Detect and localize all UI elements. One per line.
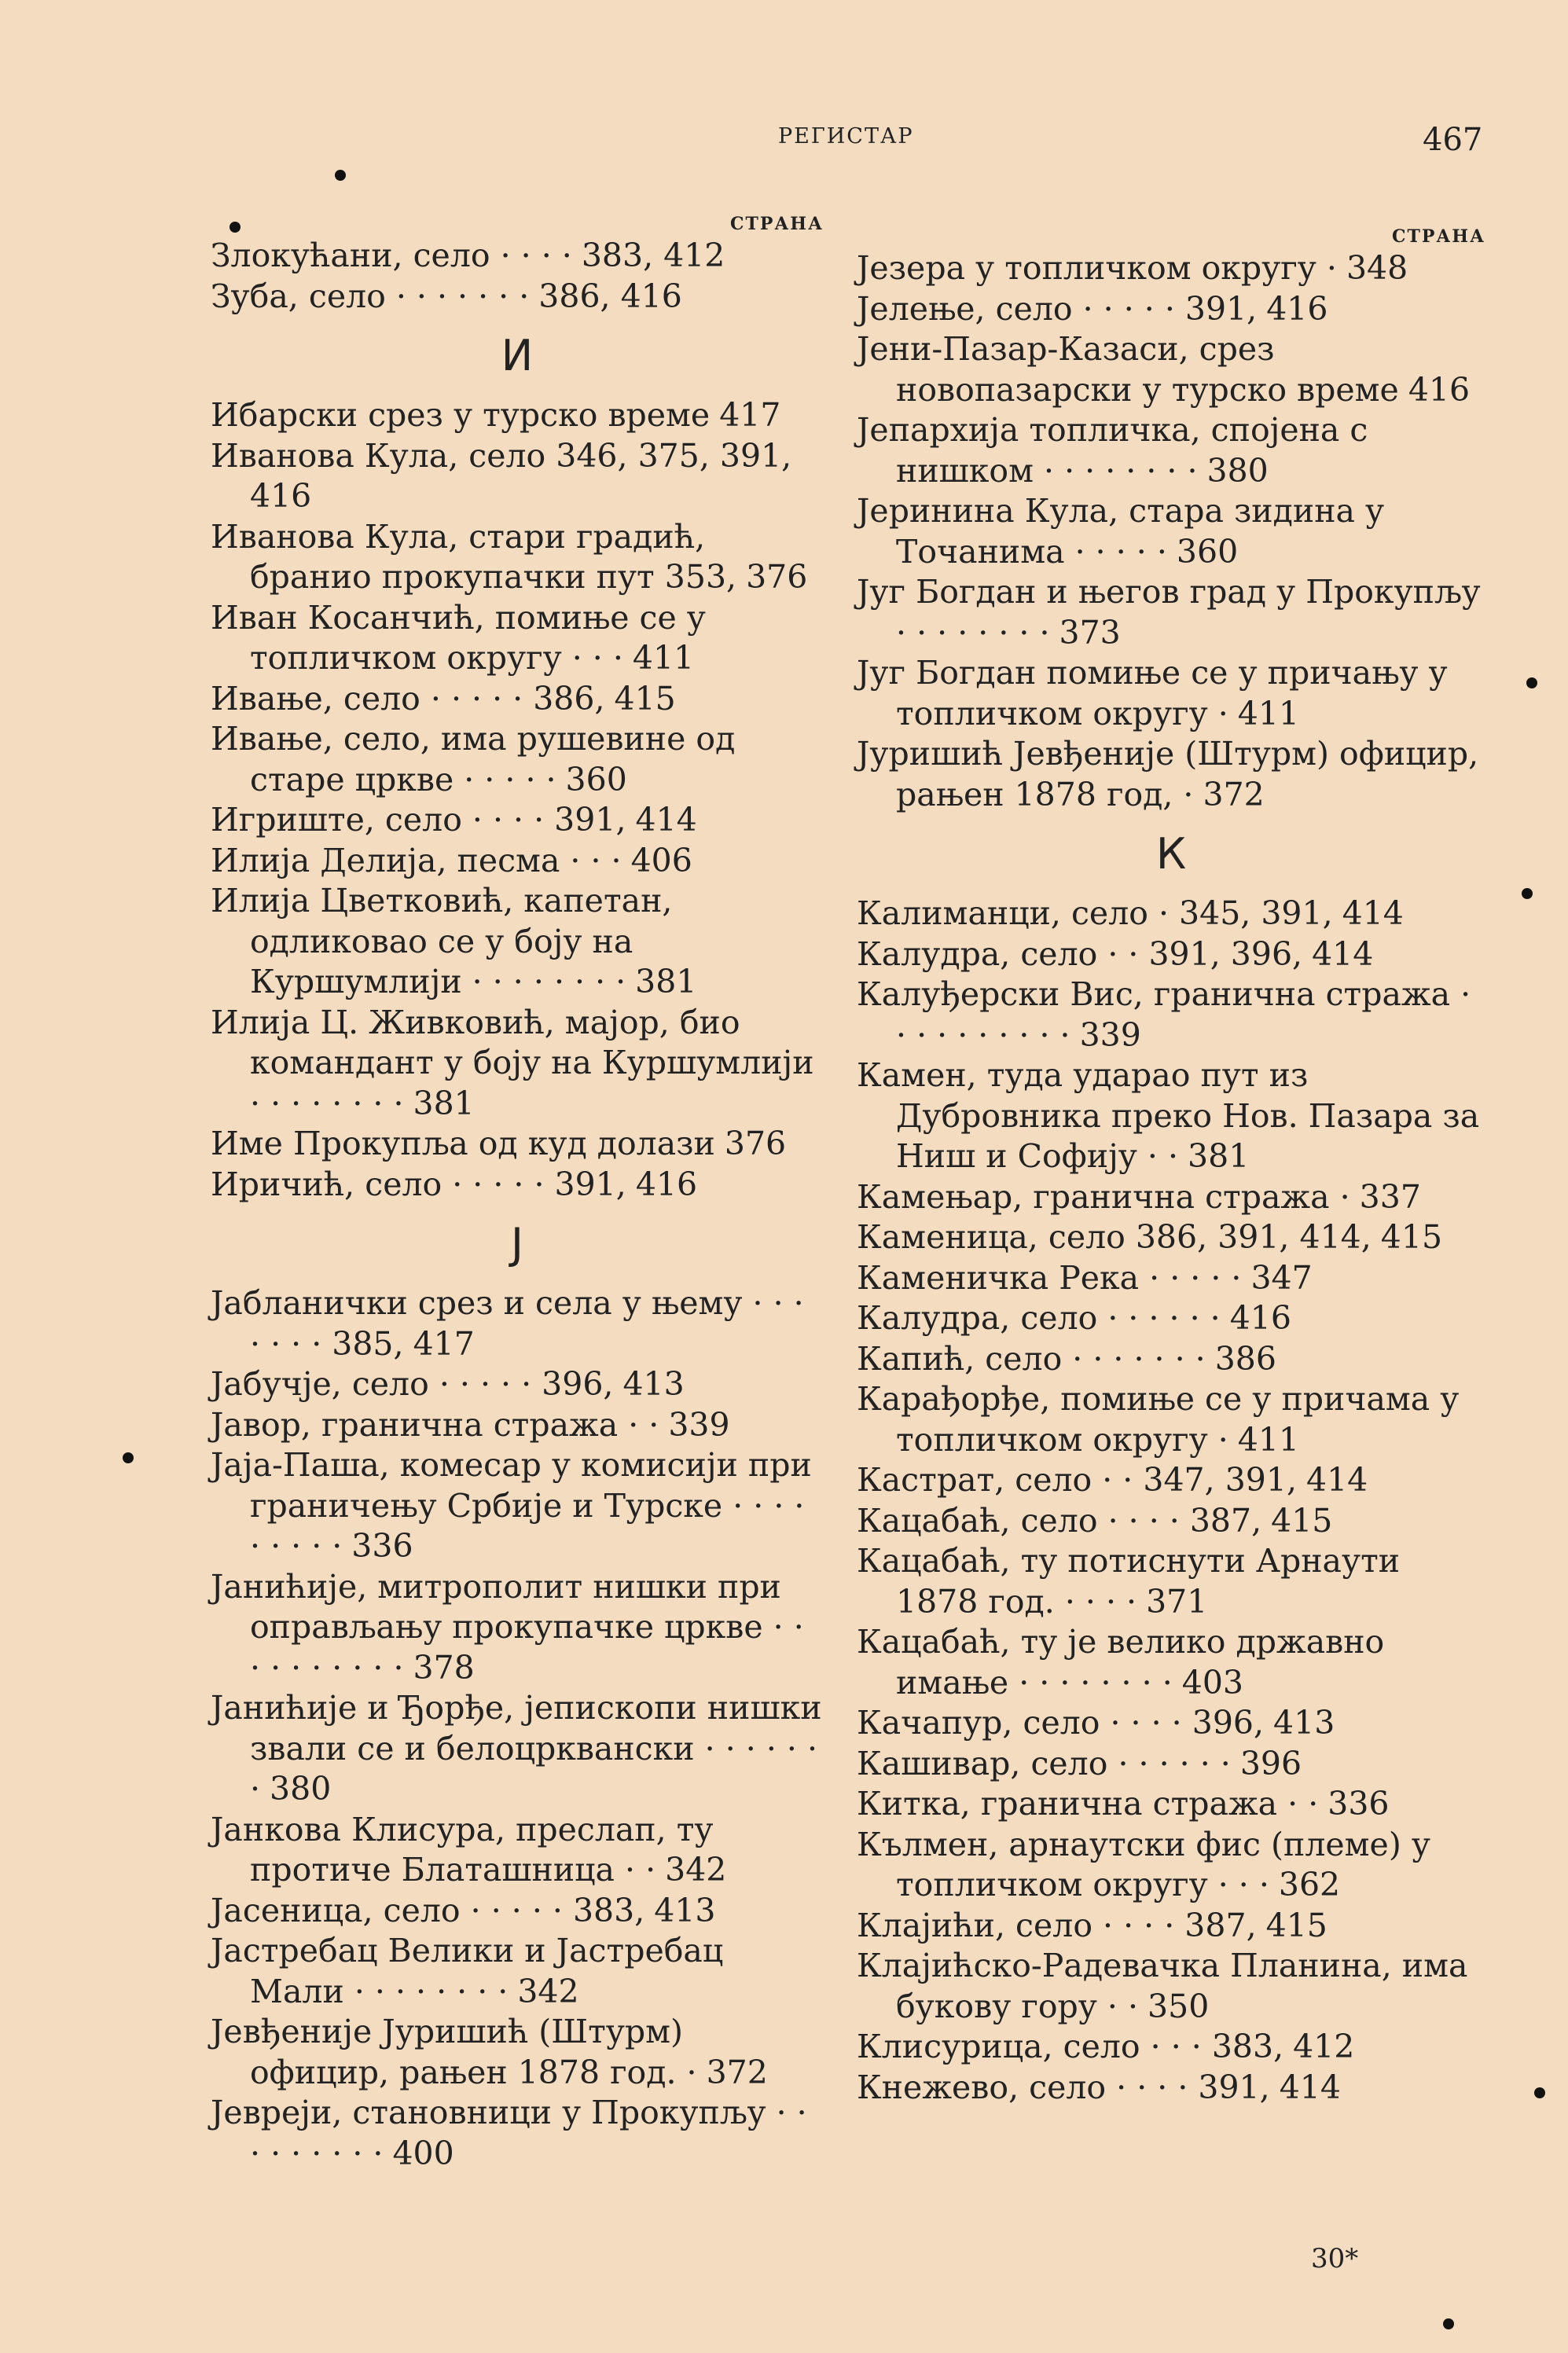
entry-text: Камењар, гранична стража ·: [857, 1177, 1350, 1216]
entry-pages: 383, 412: [581, 237, 725, 274]
entry-text: Кастрат, село · · 347, 391,: [857, 1461, 1297, 1499]
right-index-column: [857, 212, 1485, 2108]
entry-pages: 380: [1206, 451, 1269, 490]
index-entry: [211, 841, 824, 882]
entry-text: Калудра, село · · · · · ·: [857, 1299, 1221, 1337]
entry-pages: 396: [1239, 1744, 1302, 1782]
entry-pages: 372: [706, 2053, 768, 2091]
entry-pages: 415: [1380, 1218, 1443, 1256]
column-label-strana: СТРАНА: [729, 214, 824, 234]
index-entry: [211, 436, 824, 517]
entry-pages: 347: [1250, 1258, 1313, 1297]
entry-text: Јевреји, становници у Прокупљу · · · · · · · · ·: [211, 2094, 807, 2172]
entry-text: Клајићи, село · · · · 387,: [857, 1906, 1257, 1944]
entry-text: Кнежево, село · · · · 391,: [857, 2068, 1270, 2106]
index-entry: [857, 410, 1485, 491]
index-entry: [857, 572, 1485, 653]
entry-text: Клајићско-Радевачка Планина, има букову гору · ·: [857, 1947, 1468, 2025]
entry-text: Илија Делија, песма · · ·: [211, 841, 622, 879]
entry-pages: 411: [1237, 1420, 1300, 1459]
entry-pages: 336: [1327, 1785, 1390, 1823]
index-entry: [857, 1501, 1485, 1542]
entry-pages: 403: [1181, 1663, 1243, 1701]
entry-text: Илија Цветковић, капетан, одликовао се у боју на Куршумлији · · · · · · · ·: [211, 882, 673, 1000]
entry-pages: 372: [1203, 775, 1265, 813]
entry-text: Кацабаћ, село · · · · 387,: [857, 1501, 1262, 1540]
entry-pages: 360: [1176, 532, 1239, 571]
index-entry: [857, 894, 1485, 934]
entry-text: Калудра, село · · 391, 396,: [857, 934, 1303, 973]
entry-text: Југ Богдан и његов град у Прокупљу · · · · · · · ·: [857, 573, 1481, 652]
index-entry: [211, 2012, 824, 2093]
entry-pages: 371: [1146, 1582, 1208, 1621]
ink-speck: [1534, 2087, 1545, 2098]
ink-speck: [1522, 888, 1533, 899]
entry-pages: 417: [413, 1324, 475, 1363]
entry-pages: 416: [635, 1165, 698, 1203]
entry-pages: 400: [392, 2134, 454, 2172]
entry-text: Јанићије, митрополит нишки при оправљању прокупачке цркве · · · · · · · · · ·: [211, 1567, 804, 1687]
ink-speck: [123, 1452, 134, 1463]
entry-pages: 378: [413, 1648, 475, 1687]
entry-pages: 336: [351, 1527, 413, 1565]
index-entry: [857, 1298, 1485, 1339]
index-entry: [857, 1258, 1485, 1299]
entry-pages: 348: [1346, 249, 1408, 287]
entry-pages: 413: [654, 1891, 716, 1929]
entry-text: Јабланички срез и села у њему · · · · · · · 385,: [211, 1284, 804, 1363]
index-entry: [211, 1445, 824, 1567]
entry-pages: 376: [724, 1125, 787, 1162]
entry-text: Јевђеније Јуришић (Штурм) официр, рањен 1878 год. ·: [211, 2013, 697, 2091]
entry-text: Каменица, село 386, 391, 414,: [857, 1218, 1372, 1256]
entry-pages: 373: [1059, 613, 1121, 652]
index-entry: [857, 1177, 1485, 1218]
entry-text: Јепархија топличка, спојена с нишком · · · · · · · ·: [857, 411, 1368, 490]
entry-text: Јабучје, село · · · · · 396,: [211, 1365, 614, 1403]
ink-speck: [335, 170, 346, 181]
index-entry: [211, 1003, 824, 1125]
index-entry: [211, 2093, 824, 2174]
index-entry: [211, 1283, 824, 1364]
entry-text: Јаја-Паша, комесар у комисији при граничењу Србије и Турске · · · · · · · · ·: [211, 1446, 812, 1565]
index-entry: [857, 1946, 1485, 2027]
entry-pages: 416: [1408, 370, 1471, 409]
entry-text: Јастребац Велики и Јастребац Мали · · · · · · · ·: [211, 1932, 724, 2010]
section-letter: К: [1155, 829, 1187, 879]
entry-text: Илија Ц. Живковић, мајор, био командант у боју на Куршумлији · · · · · · · ·: [211, 1003, 814, 1122]
index-entry: [857, 1460, 1485, 1501]
entry-pages: 415: [1265, 1906, 1327, 1944]
entry-text: Ивање, село · · · · · 386,: [211, 679, 605, 718]
entry-text: Иванова Кула, стари градић, бранио прокупачки пут 353,: [211, 517, 737, 596]
entry-pages: 414: [1342, 894, 1404, 932]
index-entry: [857, 1906, 1485, 1947]
index-entry: [857, 1622, 1485, 1703]
ink-speck: [1526, 677, 1537, 688]
entry-text: Југ Богдан помиње се у причању у топличком округу ·: [857, 654, 1448, 732]
index-entry: [857, 734, 1485, 815]
index-entry: [211, 1567, 824, 1689]
entry-pages: 339: [1079, 1015, 1141, 1054]
entry-text: Јени-Пазар-Казаси, срез новопазарски у турско време: [857, 330, 1399, 409]
index-entry: [857, 934, 1485, 975]
index-entry: [857, 248, 1485, 289]
entry-pages: 416: [1266, 289, 1328, 328]
entry-text: Каменичка Река · · · · ·: [857, 1258, 1242, 1297]
entry-text: Иван Косанчић, помиње се у топличком округу · · ·: [211, 598, 706, 677]
index-entry: [211, 1891, 824, 1932]
entry-text: Капић, село · · · · · · ·: [857, 1339, 1206, 1378]
index-entry: [857, 329, 1485, 410]
index-entry: [857, 1217, 1485, 1258]
entry-pages: 413: [622, 1365, 685, 1403]
entry-text: Калиманци, село · 345, 391,: [857, 894, 1333, 932]
entry-text: Јасеница, село · · · · · 383,: [211, 1891, 645, 1929]
entry-pages: 414: [1312, 934, 1374, 973]
entry-text: Качапур, село · · · · 396,: [857, 1704, 1265, 1742]
entry-text: Кацабаћ, ту потиснути Арнаути 1878 год. · · · ·: [857, 1542, 1401, 1621]
entry-pages: 381: [635, 963, 697, 1000]
index-entry: [211, 1405, 824, 1446]
entry-pages: 414: [635, 801, 697, 839]
index-entry: [857, 1055, 1485, 1177]
entry-pages: 350: [1148, 1987, 1210, 2025]
entry-text: Јанкова Клисура, преслап, ту протиче Блаташница · ·: [211, 1810, 714, 1889]
entry-text: Име Прокупља од куд долази: [211, 1125, 715, 1162]
index-entry: [857, 1339, 1485, 1380]
index-entry: [857, 1541, 1485, 1622]
entry-pages: 386, 416: [538, 277, 682, 315]
entry-text: Јуришић Јевђеније (Штурм) официр, рањен 1878 год, ·: [857, 735, 1479, 813]
index-entry: [211, 1165, 824, 1206]
index-entry: [211, 236, 824, 277]
index-entry: [857, 2027, 1485, 2068]
entry-pages: 414: [1306, 1461, 1368, 1499]
index-entry: [857, 491, 1485, 572]
index-entry: [857, 975, 1485, 1055]
entry-text: Калуђерски Вис, гранична стража · · · · · · · · · ·: [857, 975, 1471, 1054]
entry-text: Иванова Кула, село 346, 375, 391, 416: [211, 436, 792, 515]
entry-pages: 415: [1271, 1501, 1333, 1540]
entry-text: Јеринина Кула, стара зидина у Точанима · · · · ·: [857, 492, 1385, 571]
entry-text: Зуба, село · · · · · · ·: [211, 277, 530, 315]
page-number: 467: [1423, 122, 1483, 158]
index-entry: [857, 1784, 1485, 1825]
index-entry: [211, 1931, 824, 2012]
entry-text: Јелење, село · · · · · 391,: [857, 289, 1258, 328]
index-entry: [857, 1379, 1485, 1460]
index-entry: [211, 517, 824, 598]
entry-pages: 416: [1229, 1299, 1291, 1337]
page-header-title: РЕГИСТАР: [778, 124, 914, 149]
index-entry: [857, 653, 1485, 734]
entry-pages: 386: [1214, 1339, 1276, 1378]
entry-pages: 360: [565, 760, 627, 798]
section-letter: Ј: [511, 1219, 523, 1268]
index-entry: [211, 881, 824, 1003]
footer-signature: 30*: [1311, 2243, 1359, 2274]
entry-pages: 381: [1188, 1137, 1250, 1175]
entry-pages: 339: [668, 1405, 730, 1444]
entry-pages: 342: [517, 1972, 579, 2010]
entry-text: Карађорђе, помиње се у причама у топличком округу ·: [857, 1380, 1460, 1459]
entry-pages: 362: [1278, 1866, 1341, 1903]
entry-text: Јанићије и Ђорђе, јепископи нишки звали се и белоцрквански · · · · · · ·: [211, 1689, 822, 1808]
entry-text: Кашивар, село · · · · · ·: [857, 1744, 1231, 1782]
column-label-strana: СТРАНА: [1391, 226, 1485, 247]
entry-text: Ибарски срез у турско време: [211, 396, 711, 434]
ink-speck: [230, 222, 241, 233]
index-entry: [211, 1688, 824, 1810]
entry-text: Злокућани, село · · · ·: [211, 237, 572, 274]
entry-text: Ивање, село, има рушевине од старе цркве · · · · ·: [211, 720, 736, 798]
index-entry: [211, 395, 824, 436]
index-entry: [211, 1364, 824, 1405]
index-entry: [211, 277, 824, 318]
entry-pages: 417: [719, 396, 781, 434]
entry-text: Клисурица, село · · · 383,: [857, 2028, 1284, 2065]
entry-pages: 412: [1293, 2028, 1355, 2065]
index-entry: [857, 2068, 1485, 2109]
entry-pages: 406: [630, 841, 692, 879]
index-entry: [211, 679, 824, 720]
entry-pages: 411: [632, 639, 695, 677]
entry-text: Иричић, село · · · · · 391,: [211, 1165, 626, 1203]
index-entry: [211, 719, 824, 800]
entry-text: Језера у топличком округу ·: [857, 249, 1337, 287]
entry-text: Јавор, гранична стража · ·: [211, 1405, 659, 1444]
entry-pages: 413: [1273, 1704, 1335, 1742]
entry-pages: 415: [614, 679, 676, 718]
entry-pages: 337: [1359, 1177, 1421, 1216]
index-entry: [857, 1744, 1485, 1785]
entry-text: Игриште, село · · · · 391,: [211, 801, 626, 839]
index-entry: [857, 1825, 1485, 1906]
ink-speck: [1443, 2318, 1454, 2329]
index-entry: [211, 800, 824, 841]
index-entry: [857, 1703, 1485, 1744]
entry-pages: 376: [746, 558, 808, 596]
entry-pages: 342: [665, 1851, 727, 1889]
left-index-column: [211, 212, 824, 2174]
entry-pages: 380: [270, 1770, 332, 1808]
entry-text: Кацабаћ, ту је велико државно имање · · · · · · · ·: [857, 1623, 1385, 1701]
entry-text: Камен, туда ударао пут из Дубровника преко Нов. Пазара за Ниш и Софију · ·: [857, 1056, 1480, 1175]
entry-pages: 411: [1237, 694, 1300, 732]
entry-pages: 381: [413, 1084, 475, 1122]
index-entry: [211, 598, 824, 679]
entry-text: Кълмен, арнаутски фис (племе) у топличком округу · · ·: [857, 1825, 1430, 1903]
entry-text: Китка, гранична стража · ·: [857, 1785, 1319, 1823]
index-entry: [211, 1124, 824, 1165]
section-letter: И: [501, 331, 534, 380]
entry-pages: 414: [1279, 2068, 1341, 2106]
index-entry: [857, 289, 1485, 330]
index-entry: [211, 1810, 824, 1891]
